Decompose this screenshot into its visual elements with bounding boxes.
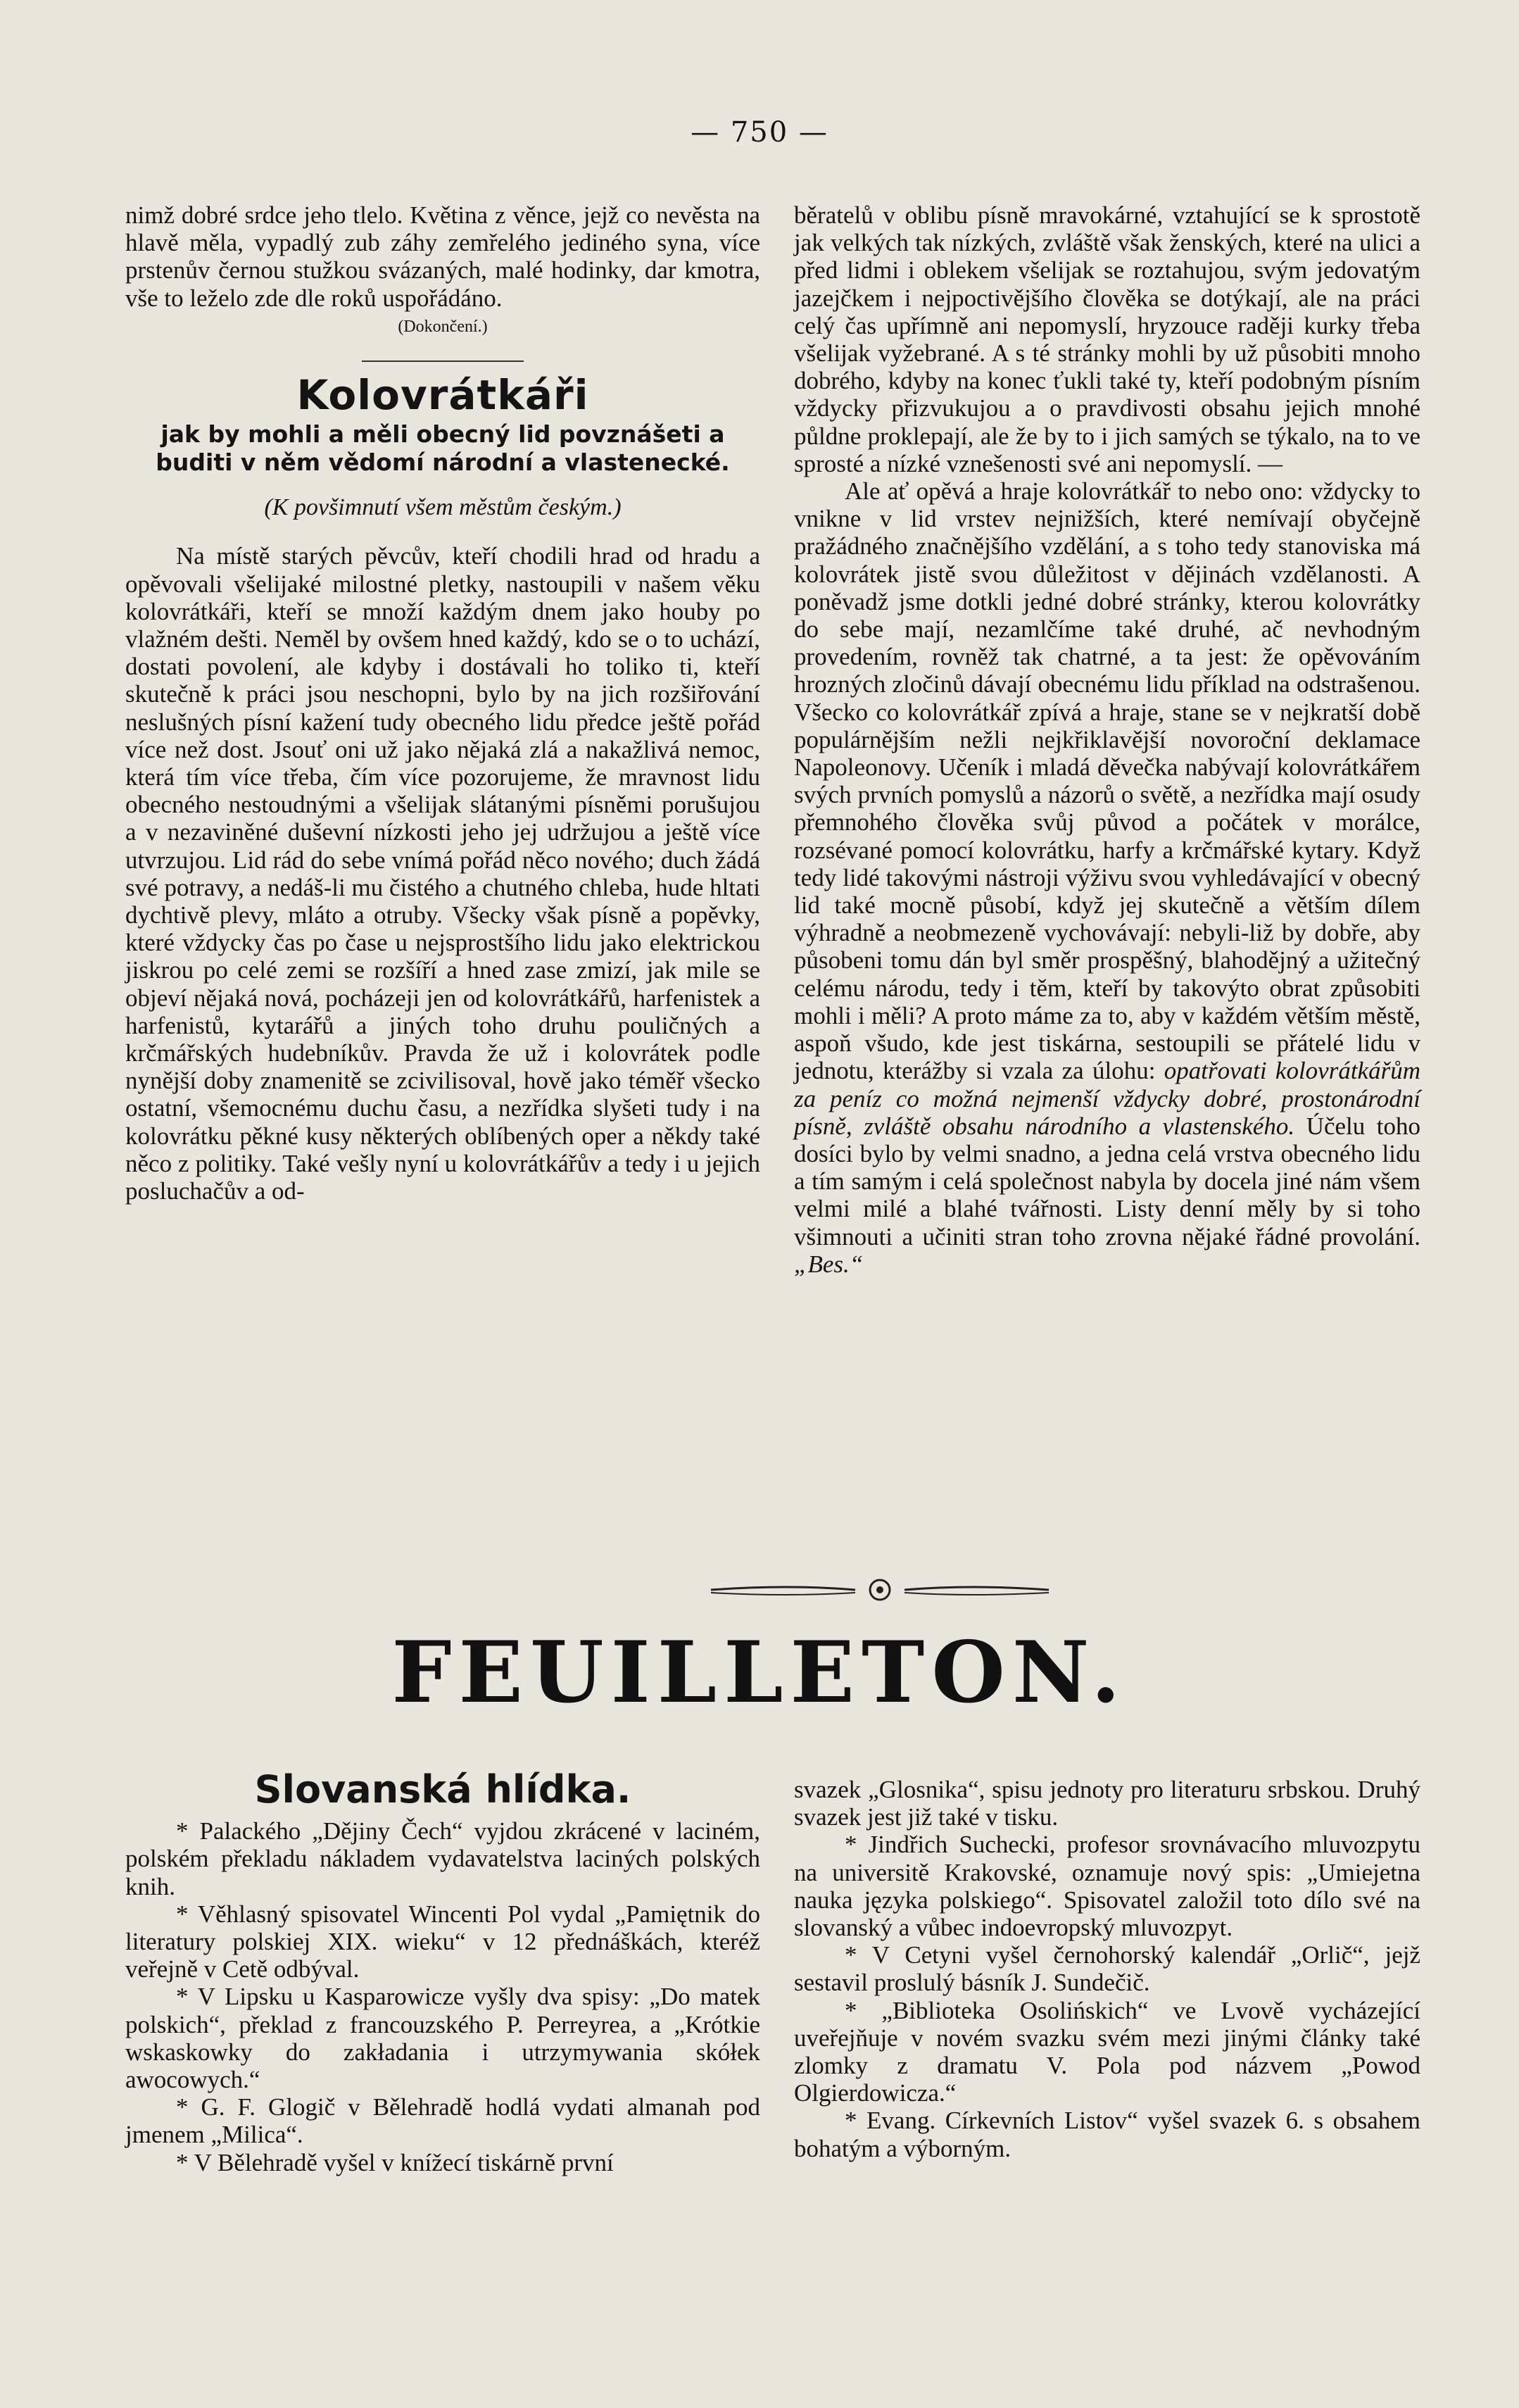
- paragraph-2-end: Účelu toho dosíci bylo by velmi snadno, a jedna celá vrstva obecného lidu a tím samým i celá společnost nabyla by docela jiné nám všem velmi milé a blahé tvářnosti. Listy denní měly by si toho všimnouti a učiniti stran toho zrovna nějaké řádné provolání.: [794, 1112, 1421, 1250]
- news-item: * Palackého „Dějiny Čech“ vyjdou zkrácené v laciném, polském překladu nákladem vydavatelstva laciných polských knih.: [125, 1817, 760, 1900]
- divider-rule: [362, 360, 524, 362]
- end-note: (Dokončení.): [398, 317, 488, 336]
- page-number: — 750 —: [691, 116, 828, 149]
- column-right-top: [794, 201, 1420, 1278]
- ornament-divider: [704, 1576, 1056, 1604]
- news-item: * Jindřich Suchecki, profesor srovnávacího mluvozpytu na universitě Krakovské, oznamuje nový spis: „Umiejetna nauka języka polskiego“. Spisovatel založil toto dílo své na slovanský a vůbec indoevropský mluvozpyt.: [794, 1831, 1420, 1942]
- column-right-bottom: [794, 1776, 1420, 2162]
- paragraph-2-start: Ale ať opěvá a hraje kolovrátkář to nebo ono: vždycky to vnikne v lid vrstev nejnižších, které nemívají obyčejně pražádného značnějšího vzdělání, a s toho tedy stanoviska má kolovrátek jistě svou důležitost v dějinách vzdělanosti. A poněvadž jsme dotkli jedné dobré stránky, kterou kolovrátky do sebe mají, nezamlčíme také druhé, ač nevhodným provedením, rovněž tak chatrné, a ta jest: že opěvováním hrozných zločinů dávají obecnému lidu příklad na odstrašenou. Všecko co kolovrátkář zpívá a hraje, stane se v nejkratší době populárnějším nežli nejkřiklavější novoroční deklamace Napoleonovy. Učeník i mladá děvečka nabývají kolovrátkářem svých prvních pomyslů a názorů o světě, a nezřídka mají osudy přemnohého člověka svůj původ a počátek v morálce, rozsévané pomocí kolovrátku, harfy a krčmářské kytary. Když tedy lidé takovými nástroji výživu svou vyhledávající v obecný lid také mocně působí, když jej skutečně a větším dílem výhradně a neobmezeně vychovávají: nebyli-liž by dobře, aby působeni tomu dán byl směr prospěšný, blahodějný a užitečný celému národu, tedy i těm, kteří by takovýto obrat způsobiti mohli i měli? A proto máme za to, aby v každém větším městě, aspoň všudo, kde jest tiskárna, sestoupili se přátelé lidu v jednotu, kterážby si vzala za úlohu:: [794, 477, 1420, 1085]
- feuilleton-heading: FEUILLETON.: [391, 1623, 1128, 1722]
- article-dedication: (K povšimnutí všem městům českým.): [264, 494, 622, 521]
- news-item: * V Cetyni vyšel černohorský kalendář „Orlič“, jejž sestavil proslulý básník J. Sundečič.: [794, 1941, 1420, 1997]
- news-item: * Věhlasný spisovatel Wincenti Pol vydal „Pamiętnik do literatury polskiej XIX. wieku“ v 12 přednáškách, kteréž veřejně v Cetě odbýval.: [125, 1900, 760, 1983]
- news-item: * V Lipsku u Kasparowicze vyšly dva spisy: „Do matek polskich“, překlad z francouzského P. Perreyrea, a „Krótkie wskaskowky do zakładania i utrzymywania skółek awocowych.“: [125, 1983, 760, 2094]
- continuation-text: nimž dobré srdce jeho tlelo. Květina z věnce, jejž co nevěsta na hlavě měla, vypadlý zub záhy zemřelého jediného syna, více prstenův černou stužkou svázaných, malé hodinky, dar kmotra, vše to leželo zde dle roků uspořádáno.: [125, 201, 760, 312]
- column-left-bottom: [125, 1767, 760, 2176]
- news-item: svazek „Glosnika“, spisu jednoty pro literaturu srbskou. Druhý svazek jest již také v tisku.: [794, 1776, 1420, 1831]
- column-left-top: [125, 201, 760, 1205]
- article-subtitle: jak by mohli a měli obecný lid povznášeti a buditi v něm vědomí národní a vlastenecké.: [156, 420, 730, 477]
- news-item: * Evang. Církevních Listov“ vyšel svazek 6. s obsahem bohatým a výborným.: [794, 2107, 1420, 2162]
- article-paragraph-2: [794, 477, 1420, 1278]
- paragraph-2-emphasis: opatřovati kolovrátkářům za peníz co možná nejmenší vždycky dobré, prostonárodní písně, zvláště obsahu národního a vlastenského.: [794, 1057, 1420, 1140]
- news-item: * „Biblioteka Osolińskich“ ve Lvově vycházející uveřejňuje v novém svazku svém mezi jinými články také zlomky z dramatu V. Pola pod názvem „Powod Olgierdowicza.“: [794, 1996, 1420, 2107]
- article-title: Kolovrátkáři: [296, 371, 589, 420]
- article-signature: „Bes.“: [794, 1250, 864, 1278]
- section-title: Slovanská hlídka.: [254, 1767, 631, 1812]
- article-paragraph-1: běratelů v oblibu písně mravokárné, vztahující se k sprostotě jak velkých tak nízkých, zvláště však ženských, které na ulici a před lidmi i oblekem všelijak se roztahujou, svým jedovatým jazejčkem i nejpoctivějšího člověka se dotýkají, ale na práci celý čas upřímně ani nepomyslí, hryzouce raději kurky třeba všelijak vyžebrané. A s té stránky mohli by už působiti mnoho dobrého, kdyby na konec ťukli také ty, kteří podobným písním vždycky přizvukujou a o pravdivosti obsahu jejich mnohé půldne proklepají, ale že by to i jich samých se týkalo, na to ve sprosté a nízké vznešenosti své ani nepomyslí. —: [794, 201, 1420, 477]
- article-body: Na místě starých pěvcův, kteří chodili hrad od hradu a opěvovali všelijaké milostné pletky, nastoupili v našem věku kolovrátkáři, kteří se množí každým dnem jako houby po vlažném dešti. Neměl by ovšem hned každý, kdo se o to uchází, dostati povolení, ale kdyby i dostávali ho toliko ti, kteří skutečně k práci jsou neschopni, bylo by na jich rozšiřování neslušných písní kažení tudy obecného lidu předce ještě pořád více než dost. Jsouť oni už jako nějaká zlá a nakažlivá nemoc, která tím více třeba, čím více pozorujeme, že mravnost lidu obecného nestoudnými a všelijak slátanými písněmi porušujou a v nezaviněné duševní nízkosti jeho jej udržujou a ještě více utvrzujou. Lid rád do sebe vnímá pořád něco nového; duch žádá své potravy, a nedáš-li mu čistého a chutného chleba, hude hltati dychtivě plevy, mláto a otruby. Všecky však písně a popěvky, které vždycky čas po čase u nejsprostšího lidu jako elektrickou jiskrou po celé zemi se rozšíří a hned zase zmizí, jak mile se objeví nějaká nová, pocházeji jen od kolovrátkářů, harfenistek a harfenistů, kytarářů a jiných toho druhu pouličných a krčmářských hudebníkův. Pravda že už i kolovrátek podle nynější doby znamenitě se zcivilisoval, hově jako téměř všecko ostatní, všemocnému duchu času, a nezřídka slyšeti tudy i na kolovrátku pěkné kusy některých oblíbených oper a někdy také něco z politiky. Také vešly nyní u kolovrátkářův a tedy i u jejich posluchačův a od-: [125, 542, 760, 1205]
- news-item: * V Bělehradě vyšel v knížecí tiskárně první: [176, 2148, 614, 2176]
- news-item: * G. F. Glogič v Bělehradě hodlá vydati almanah pod jmenem „Milica“.: [125, 2093, 760, 2149]
